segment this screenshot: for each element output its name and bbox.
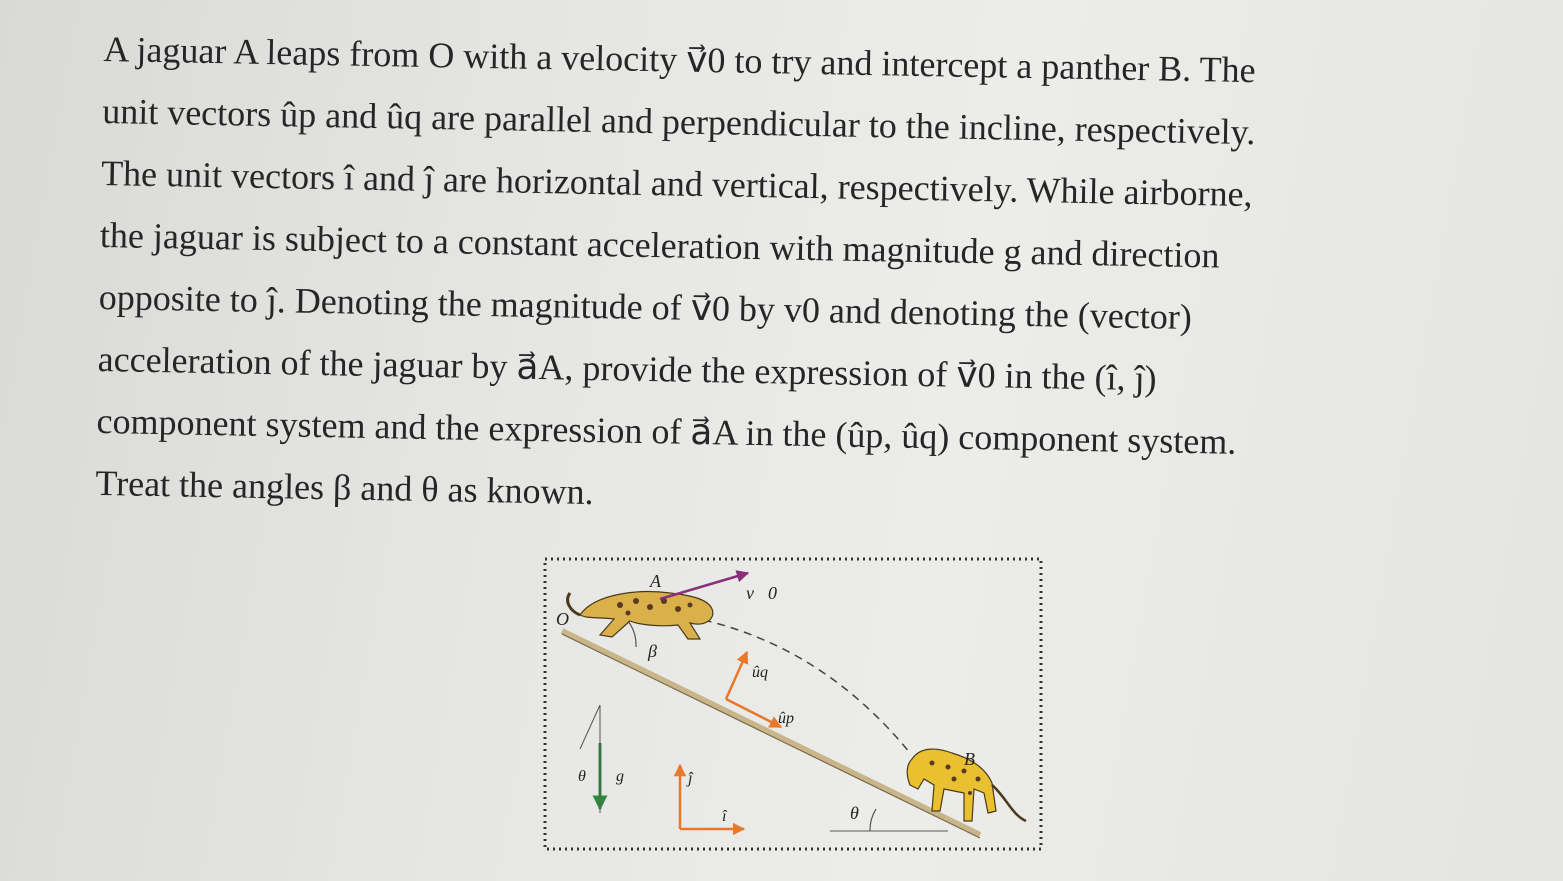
u-q-label: ûq xyxy=(752,664,768,681)
problem-line: the jaguar is subject to a constant acceleration with magnitude g and direction xyxy=(99,214,1220,276)
u-q-arrow xyxy=(726,652,747,699)
jaguar-incline-figure xyxy=(540,553,1045,855)
theta-gravity-label: θ xyxy=(578,768,586,785)
problem-line: The unit vectors î and ĵ are horizontal and vertical, respectively. While airborne, xyxy=(100,152,1253,215)
figure-canvas xyxy=(540,553,1045,855)
problem-line: opposite to ĵ. Denoting the magnitude of v⃗0 by v0 and denoting the (vector) xyxy=(98,276,1193,337)
point-b-label: B xyxy=(964,749,975,769)
u-p-label: ûp xyxy=(778,710,794,727)
problem-line: component system and the expression of a⃗A in the (ûp, ûq) component system. xyxy=(96,400,1237,462)
problem-line: unit vectors ûp and ûq are parallel and perpendicular to the incline, respectively. xyxy=(101,90,1256,153)
incline-angle-arc xyxy=(870,809,876,831)
jaguar-a xyxy=(568,592,713,639)
velocity-arrow xyxy=(660,573,748,599)
problem-line: Treat the angles β and θ as known. xyxy=(95,462,594,513)
incline xyxy=(562,631,980,835)
g-label: g xyxy=(616,768,624,785)
beta-arc xyxy=(628,621,636,647)
point-o-label: O xyxy=(556,609,569,629)
problem-statement xyxy=(95,18,1484,539)
point-a-label: A xyxy=(650,571,661,591)
beta-label: β xyxy=(648,641,657,661)
theta-incline-label: θ xyxy=(850,803,859,823)
j-hat-label: ĵ xyxy=(688,770,693,787)
problem-line: A jaguar A leaps from O with a velocity v⃗0 to try and intercept a panther B. The xyxy=(103,28,1256,91)
trajectory xyxy=(690,617,910,753)
gravity-angle-line xyxy=(580,705,600,749)
problem-line: acceleration of the jaguar by a⃗A, provide the expression of v⃗0 in the (î, ĵ) xyxy=(97,338,1157,399)
incline-edge xyxy=(562,634,980,838)
i-hat-label: î xyxy=(722,808,727,825)
velocity-label: v⃗0 xyxy=(746,583,777,603)
